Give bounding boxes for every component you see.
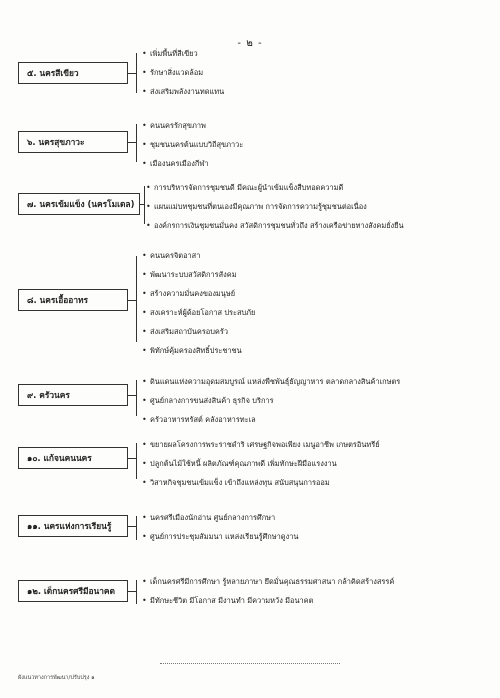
- list-item: • ชุมชนนครต้นแบบวิถีสุขภาวะ: [142, 135, 243, 154]
- section-title-box: ๖. นครสุขภาวะ: [18, 131, 128, 153]
- item-list: [142, 572, 394, 610]
- list-item: • องค์กรการเงินชุมชนมั่นคง สวัสดิการชุมชนทั่วถึง สร้างเครือข่ายทางสังคมยั่งยืน: [146, 216, 404, 235]
- page-number: - ๒ -: [237, 38, 263, 49]
- section-title-box: ๙. ครัวนคร: [18, 384, 128, 406]
- item-list: [142, 508, 298, 546]
- list-item: • พิทักษ์คุ้มครองสิทธิ์ประชาชน: [142, 341, 255, 360]
- list-item: • การบริหารจัดการชุมชนดี มีคณะผู้นำเข้มแข็งสืบทอดความดี: [146, 178, 404, 197]
- section-title-box: ๑๑. นครแห่งการเรียนรู้: [18, 515, 128, 537]
- item-list: [142, 372, 400, 429]
- section-title-box: ๑๒. เด็กนครศรีมีอนาคต: [18, 580, 128, 602]
- list-item: • เมืองนครเมืองกีฬา: [142, 154, 243, 173]
- list-item: • นครศรีเมืองนักอ่าน ศูนย์กลางการศึกษา: [142, 508, 298, 527]
- list-item: • รักษาสิ่งแวดล้อม: [142, 63, 224, 82]
- list-item: • วิสาหกิจชุมชนเข้มแข็ง เข้าถึงแหล่งทุน สนับสนุนการออม: [142, 473, 380, 492]
- list-item: • สร้างความมั่นคงของมนุษย์: [142, 284, 255, 303]
- list-item: • ศูนย์กลางการขนส่งสินค้า ธุรกิจ บริการ: [142, 391, 400, 410]
- list-item: • ขยายผลโครงการพระราชดำริ เศรษฐกิจพอเพียง เมนูอาชีพ เกษตรอินทรีย์: [142, 435, 380, 454]
- footer-divider: [160, 663, 340, 664]
- list-item: • ศูนย์การประชุมสัมมนา แหล่งเรียนรู้ศึกษาดูงาน: [142, 527, 298, 546]
- section-title-box: ๗. นครเข้มแข็ง (นครโมเดล): [18, 193, 140, 215]
- list-item: • ครัวอาหารทรัสต์ คลังอาหารทะเล: [142, 410, 400, 429]
- footer-text: ผังแนวทางการพัฒนา/ปรับปรุง ๑: [18, 675, 95, 681]
- section-title-box: ๘. นครเอื้ออาทร: [18, 289, 128, 311]
- item-list: [142, 246, 255, 360]
- list-item: • ดินแดนแห่งความอุดมสมบูรณ์ แหล่งพืชพันธุ์ธัญญาหาร ตลาดกลางสินค้าเกษตร: [142, 372, 400, 391]
- list-item: • แผนแม่บทชุมชนที่ตนเองมีคุณภาพ การจัดการความรู้ชุมชนต่อเนื่อง: [146, 197, 404, 216]
- item-list: [146, 178, 404, 235]
- item-list: [142, 435, 380, 492]
- list-item: • เด็กนครศรีมีการศึกษา รู้หลายภาษา ยึดมั่นคุณธรรมศาสนา กล้าคิดสร้างสรรค์: [142, 572, 394, 591]
- list-item: • ส่งเสริมสถาบันครอบครัว: [142, 322, 255, 341]
- list-item: • ส่งเสริมพลังงานทดแทน: [142, 82, 224, 101]
- list-item: • เพิ่มพื้นที่สีเขียว: [142, 44, 224, 63]
- list-item: • สงเคราะห์ผู้ด้อยโอกาส ประสบภัย: [142, 303, 255, 322]
- item-list: [142, 116, 243, 173]
- list-item: • คนนครรักสุขภาพ: [142, 116, 243, 135]
- list-item: • ปลูกต้นไม้ใช้หนี้ ผลิตภัณฑ์คุณภาพดี เพิ่มทักษะฝีมือแรงงาน: [142, 454, 380, 473]
- section-title-box: ๕. นครสีเขียว: [18, 62, 128, 84]
- list-item: • มีทักษะชีวิต มีโอกาส มีงานทำ มีความหวัง มีอนาคต: [142, 591, 394, 610]
- list-item: • พัฒนาระบบสวัสดิการสังคม: [142, 265, 255, 284]
- section-title-box: ๑๐. แก้จนคนนคร: [18, 447, 128, 469]
- item-list: [142, 44, 224, 101]
- list-item: • คนนครจิตอาสา: [142, 246, 255, 265]
